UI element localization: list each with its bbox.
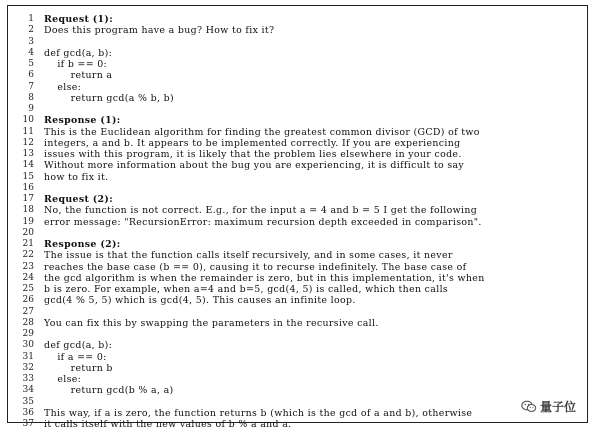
line-number: 26 bbox=[22, 295, 34, 306]
line-number: 29 bbox=[22, 329, 34, 339]
document-frame bbox=[7, 5, 588, 430]
line-number: 18 bbox=[22, 205, 34, 216]
line-number: 3 bbox=[28, 36, 34, 47]
text-line bbox=[16, 149, 579, 160]
line-number: 36 bbox=[22, 407, 34, 418]
line-text: def gcd(a, b): bbox=[44, 47, 113, 59]
line-text: return b bbox=[44, 362, 113, 374]
watermark bbox=[519, 398, 578, 415]
text-line bbox=[16, 127, 579, 138]
line-number: 25 bbox=[22, 284, 34, 294]
text-line bbox=[16, 397, 579, 408]
line-number: 17 bbox=[22, 194, 34, 204]
line-number: 31 bbox=[22, 351, 34, 362]
text-line bbox=[16, 217, 579, 228]
line-number: 1 bbox=[28, 14, 34, 24]
line-text: how to fix it. bbox=[44, 171, 109, 183]
line-number: 7 bbox=[28, 81, 34, 92]
text-line bbox=[16, 273, 579, 284]
line-text: return a bbox=[44, 70, 113, 82]
wechat-icon bbox=[521, 400, 537, 413]
line-text: Without more information about the bug you are experiencing, it is difficult to say bbox=[44, 160, 465, 172]
text-line bbox=[16, 352, 579, 363]
line-text: the gcd algorithm is when the remainder is zero, but in this implementation, it's when bbox=[44, 272, 485, 284]
text-line bbox=[16, 374, 579, 385]
section-heading: Request (1): bbox=[44, 14, 114, 25]
text-line bbox=[16, 340, 579, 351]
line-number: 6 bbox=[28, 70, 34, 81]
line-text: if a == 0: bbox=[44, 351, 107, 363]
line-text: b is zero. For example, when a=4 and b=5, gcd(4, 5) is called, which then calls bbox=[44, 284, 449, 295]
section-heading: Response (1): bbox=[44, 115, 121, 127]
line-number: 10 bbox=[22, 115, 34, 126]
line-number: 5 bbox=[28, 59, 34, 69]
section-heading-line bbox=[16, 14, 579, 25]
text-line bbox=[16, 307, 579, 318]
line-text: return gcd(b % a, a) bbox=[44, 385, 174, 397]
line-number: 24 bbox=[22, 272, 34, 283]
line-number: 23 bbox=[22, 261, 34, 272]
line-number: 34 bbox=[22, 385, 34, 396]
watermark-text: 量子位 bbox=[539, 400, 576, 414]
line-text: if b == 0: bbox=[44, 59, 108, 70]
text-line bbox=[16, 25, 579, 36]
text-line bbox=[16, 250, 579, 261]
line-text: issues with this program, it is likely that the problem lies elsewhere in your code. bbox=[44, 149, 462, 160]
line-number: 37 bbox=[22, 419, 34, 429]
line-text: You can fix this by swapping the parameters in the recursive call. bbox=[44, 317, 379, 329]
section-heading-line bbox=[16, 194, 579, 205]
line-number: 12 bbox=[22, 137, 34, 148]
line-number: 15 bbox=[22, 171, 34, 182]
section-heading: Response (2): bbox=[44, 239, 121, 250]
text-line bbox=[16, 419, 579, 430]
section-heading-line bbox=[16, 239, 579, 250]
line-number: 20 bbox=[22, 227, 34, 238]
text-line bbox=[16, 59, 579, 70]
text-line bbox=[16, 160, 579, 171]
line-text: This way, if a is zero, the function returns b (which is the gcd of a and b), otherwise bbox=[44, 407, 473, 419]
line-text: return gcd(a % b, b) bbox=[44, 92, 174, 104]
text-line bbox=[16, 70, 579, 81]
line-number: 27 bbox=[22, 306, 34, 317]
text-line bbox=[16, 318, 579, 329]
text-line bbox=[16, 48, 579, 59]
line-text: def gcd(a, b): bbox=[44, 340, 113, 352]
text-line bbox=[16, 228, 579, 239]
line-number: 14 bbox=[22, 160, 34, 171]
text-line bbox=[16, 138, 579, 149]
line-text: reaches the base case (b == 0), causing it to recurse indefinitely. The base case of bbox=[44, 261, 467, 273]
line-number: 13 bbox=[22, 149, 34, 159]
line-number: 19 bbox=[22, 216, 34, 227]
document-lines bbox=[16, 14, 579, 430]
line-number: 16 bbox=[22, 182, 34, 193]
line-text: The issue is that the function calls itself recursively, and in some cases, it never bbox=[44, 250, 453, 262]
line-number: 8 bbox=[28, 92, 34, 103]
line-text: it calls itself with the new values of b % a and a. bbox=[44, 419, 292, 430]
text-line bbox=[16, 205, 579, 216]
line-number: 2 bbox=[28, 25, 34, 36]
text-line bbox=[16, 104, 579, 115]
line-number: 33 bbox=[22, 374, 34, 384]
text-line bbox=[16, 172, 579, 183]
text-line bbox=[16, 262, 579, 273]
line-text: No, the function is not correct. E.g., for the input a = 4 and b = 5 I get the following bbox=[44, 205, 478, 217]
line-number: 32 bbox=[22, 362, 34, 373]
line-number: 35 bbox=[22, 396, 34, 407]
line-number: 30 bbox=[22, 340, 34, 351]
text-line bbox=[16, 329, 579, 340]
text-line bbox=[16, 363, 579, 374]
line-text: Does this program have a bug? How to fix it? bbox=[44, 25, 275, 37]
line-text: else: bbox=[44, 81, 82, 93]
line-text: integers, a and b. It appears to be implemented correctly. If you are experiencing bbox=[44, 137, 461, 149]
line-number: 28 bbox=[22, 317, 34, 328]
text-line bbox=[16, 93, 579, 104]
line-text: error message: "RecursionError: maximum recursion depth exceeded in comparison". bbox=[44, 216, 482, 228]
text-line bbox=[16, 82, 579, 93]
line-number: 4 bbox=[28, 47, 34, 58]
section-heading: Request (2): bbox=[44, 194, 114, 205]
line-number: 11 bbox=[22, 126, 34, 137]
line-number: 9 bbox=[28, 104, 34, 114]
line-number: 22 bbox=[22, 250, 34, 261]
text-line bbox=[16, 183, 579, 194]
line-text: else: bbox=[44, 374, 82, 385]
text-line bbox=[16, 408, 579, 419]
section-heading-line bbox=[16, 115, 579, 126]
text-line bbox=[16, 295, 579, 306]
text-line bbox=[16, 284, 579, 295]
line-number: 21 bbox=[22, 239, 34, 249]
text-line bbox=[16, 385, 579, 396]
line-text: This is the Euclidean algorithm for finding the greatest common divisor (GCD) of two bbox=[44, 126, 480, 138]
text-line bbox=[16, 37, 579, 48]
line-text: gcd(4 % 5, 5) which is gcd(4, 5). This causes an infinite loop. bbox=[44, 295, 356, 307]
